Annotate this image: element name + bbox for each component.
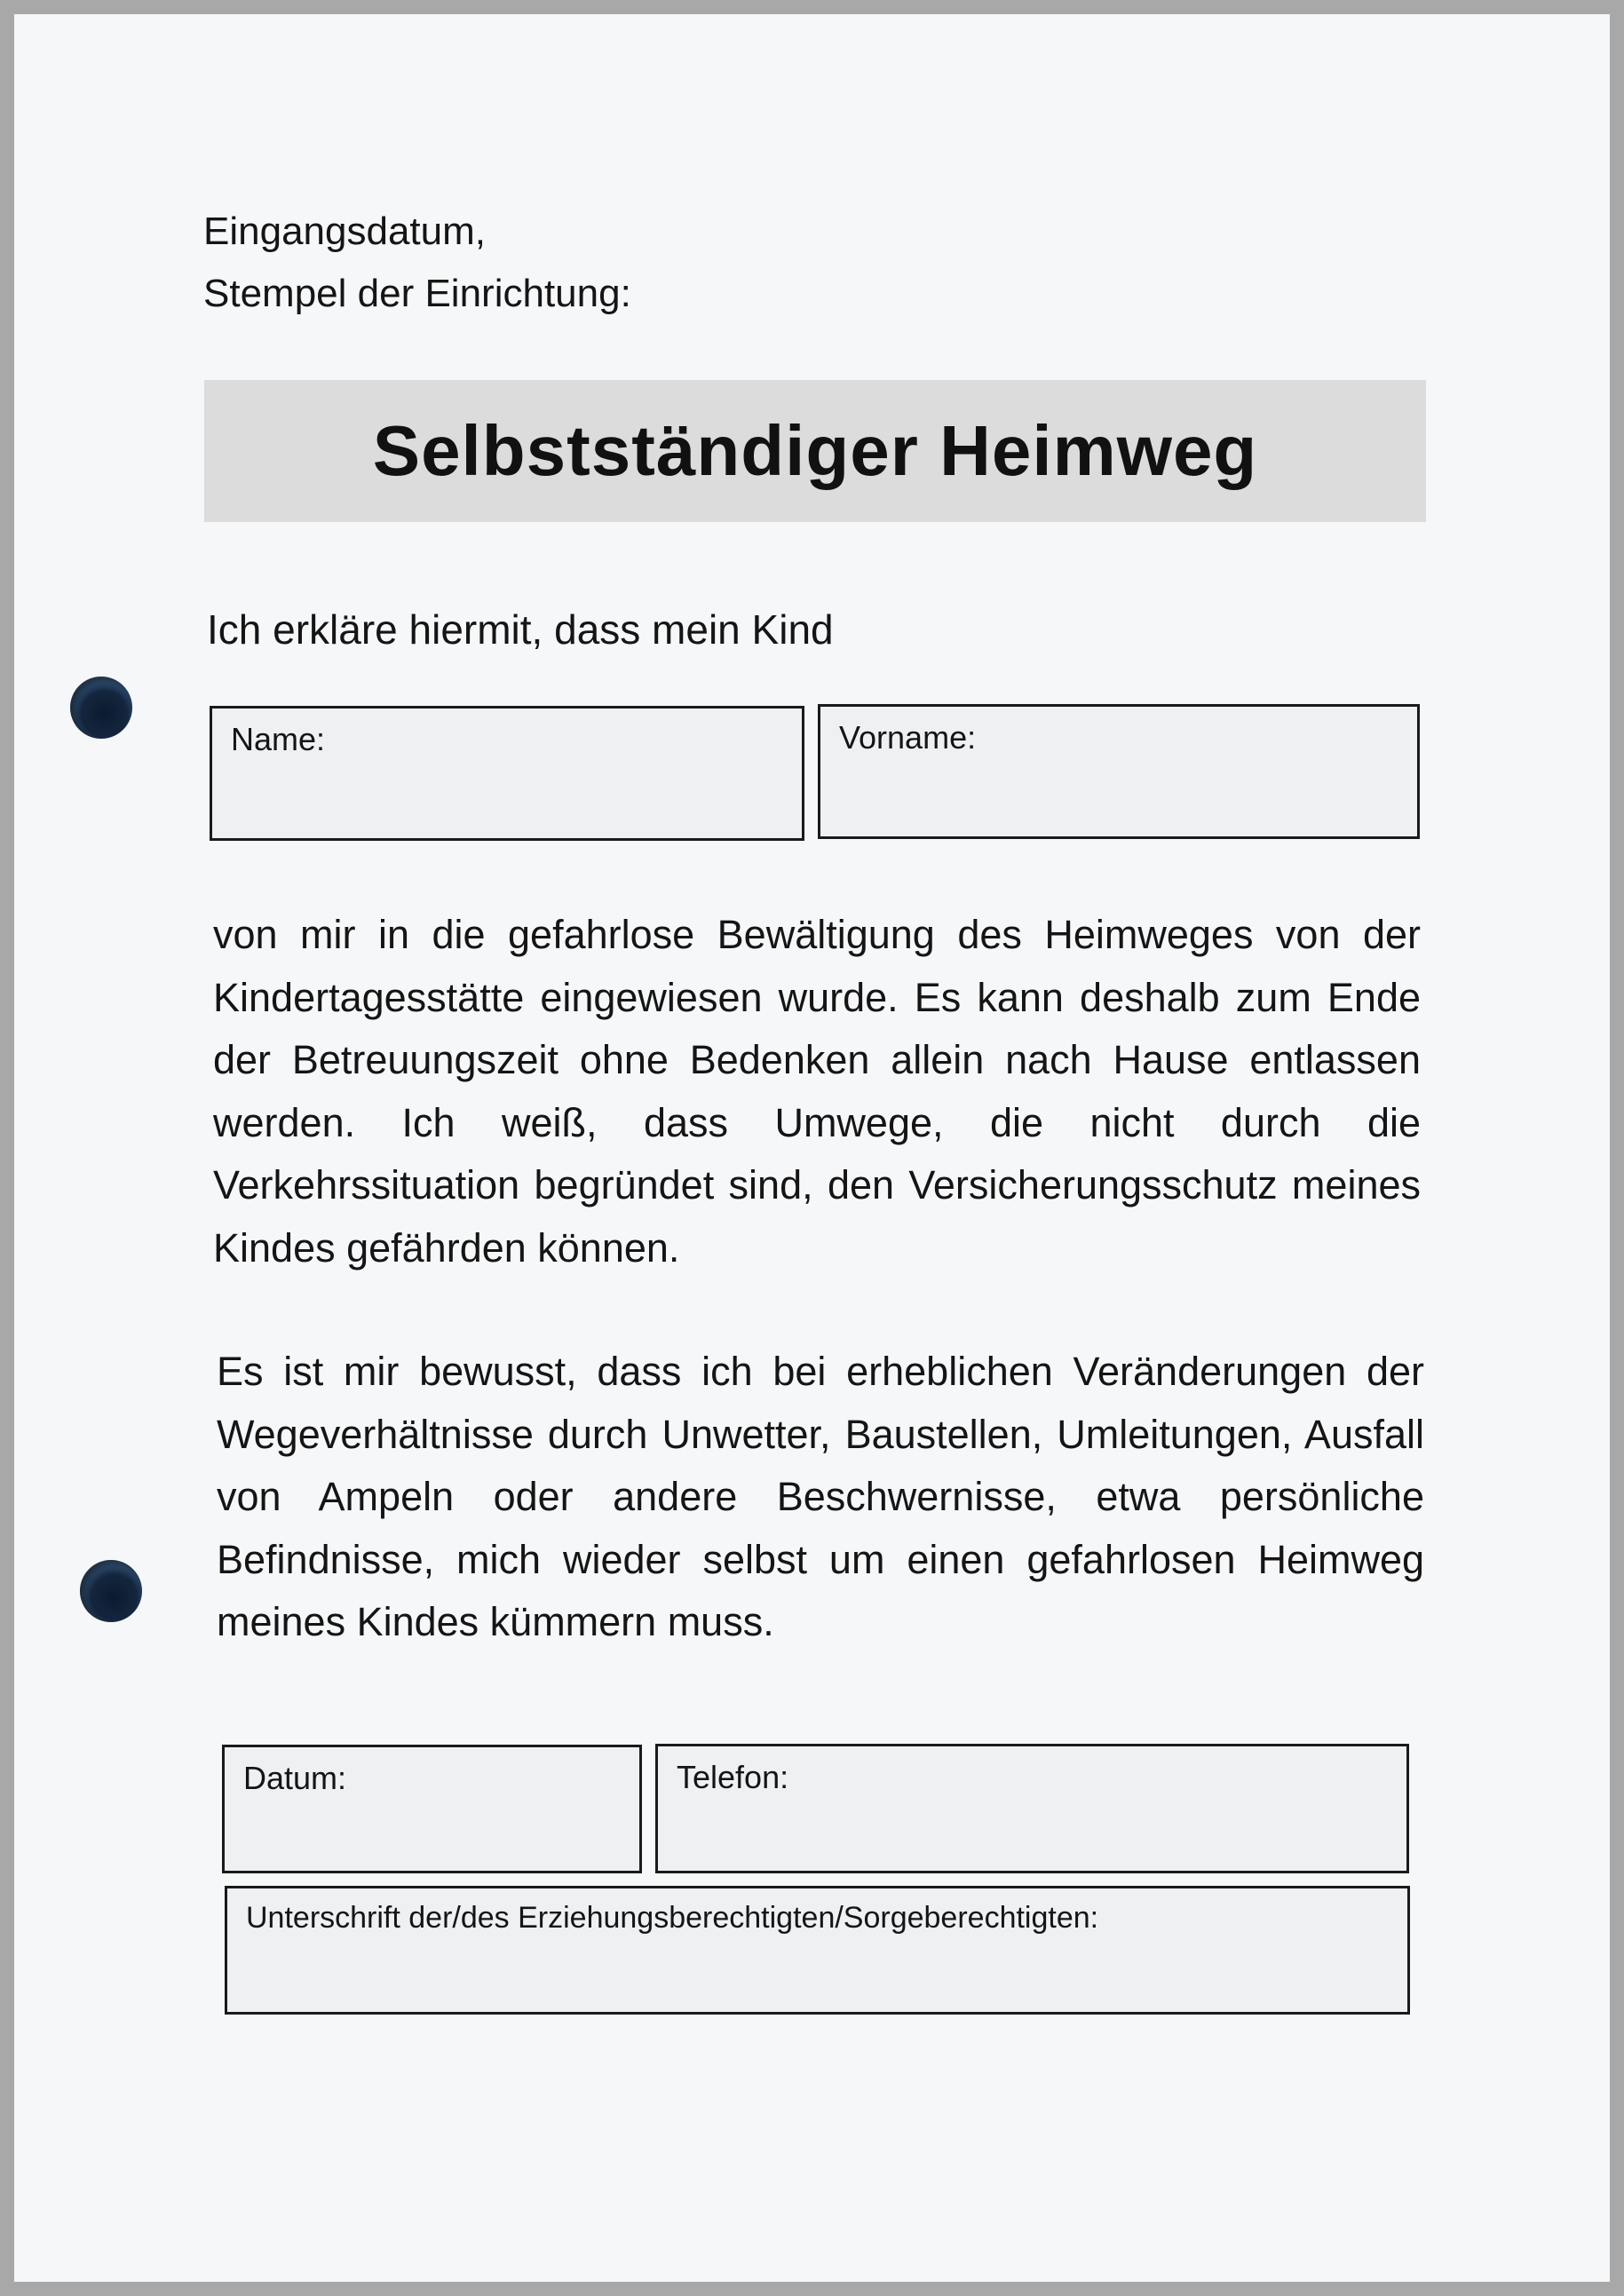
document-page (14, 14, 1610, 2282)
datum-field[interactable] (222, 1745, 642, 1873)
datum-field-label: Datum: (243, 1760, 347, 1796)
punch-hole-bottom (80, 1560, 142, 1622)
stamp-line-2: Stempel der Einrichtung: (203, 272, 631, 315)
telefon-field[interactable] (655, 1744, 1409, 1873)
punch-hole-top (70, 677, 132, 739)
signature-field-label: Unterschrift der/des Erziehungsberechtigten/Sorgeberechtigten: (246, 1901, 1099, 1935)
stamp-label (203, 201, 631, 325)
stamp-line-1: Eingangsdatum, (203, 210, 486, 253)
signature-field[interactable] (225, 1886, 1410, 2015)
paragraph-awareness: Es ist mir bewusst, dass ich bei erheblichen Veränderungen der Wegeverhältnisse durch Unwetter, Baustellen, Umleitungen, Ausfall von Ampeln oder andere Beschwernisse, etwa persönliche Befindnisse, mich wieder selbst um einen gefahrlosen Heimweg meines Kindes kümmern muss. (217, 1349, 1424, 1644)
paragraph-instruction: von mir in die gefahrlose Bewältigung des Heimweges von der Kindertagesstätte eingewiesen wurde. Es kann deshalb zum Ende der Betreuungszeit ohne Bedenken allein nach Hause entlassen werden. Ich weiß, dass Umwege, die nicht durch die Verkehrssituation begründet sind, den Versicherungsschutz meines Kindes gefährden können. (213, 912, 1421, 1271)
name-field-label: Name: (231, 721, 326, 757)
vorname-field[interactable] (818, 704, 1420, 839)
intro-text: Ich erkläre hiermit, dass mein Kind (207, 606, 834, 653)
vorname-field-label: Vorname: (839, 719, 977, 756)
name-field[interactable] (210, 706, 804, 841)
telefon-field-label: Telefon: (677, 1759, 789, 1795)
page-title: Selbstständiger Heimweg (372, 411, 1258, 490)
title-bar (204, 380, 1426, 522)
